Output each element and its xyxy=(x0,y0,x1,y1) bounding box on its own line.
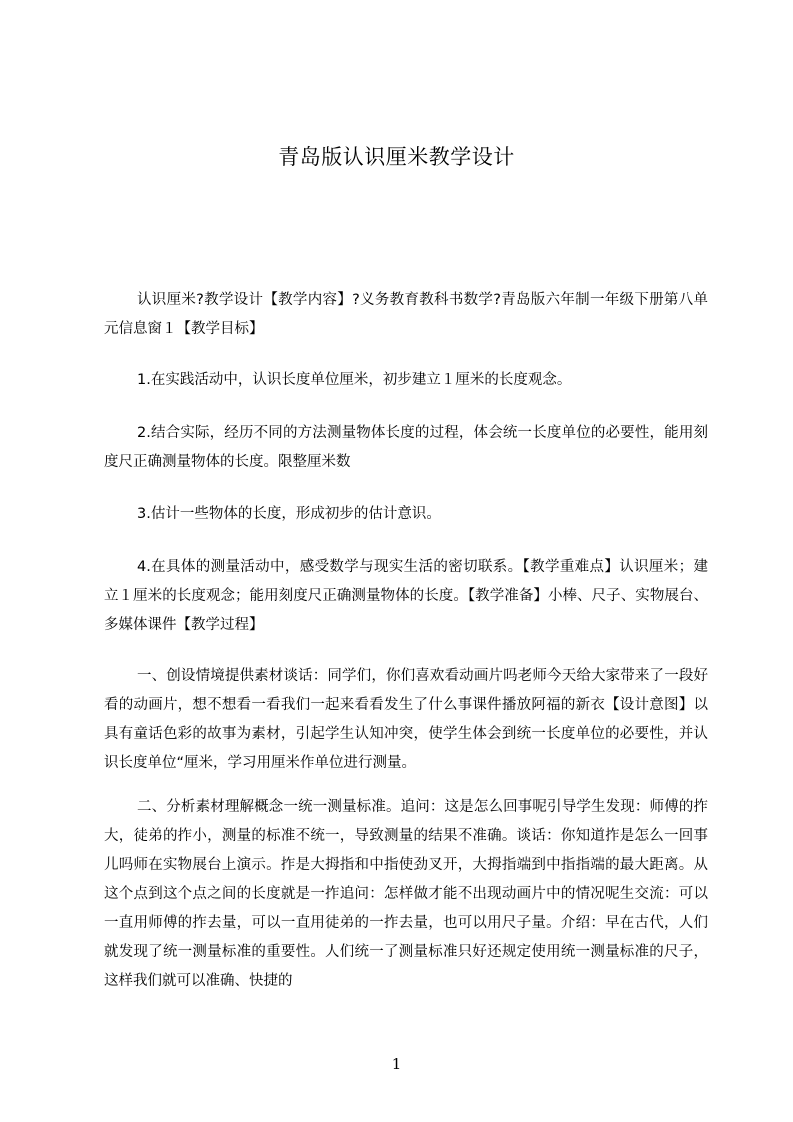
paragraph-section-two: 二、分析素材理解概念一统一测量标准。追问：这是怎么回事呢引导学生发现：师傅的拃大，徒弟的拃小，测量的标准不统一，导致测量的结果不准确。谈话：你知道拃是怎么一回事儿吗师在实物展台上演示。拃是大拇指和中指使劲叉开，大拇指端到中指指端的最大距离。从这个点到这个点之间的长度就是一拃追问：怎样做才能不出现动画片中的情况呢生交流：可以一直用师傅的拃去量，可以一直用徒弟的一拃去量，也可以用尺子量。介绍：早在古代，人们就发现了统一测量标准的重要性。人们统一了测量标准只好还规定使用统一测量标准的尺子，这样我们就可以准确、快捷的 xyxy=(104,799,708,989)
paragraph-objective-3: 3.估计一些物体的长度，形成初步的估计意识。 xyxy=(137,506,441,522)
paragraph-section-one: 一、创设情境提供素材谈话：同学们，你们喜欢看动画片吗老师今天给大家带来了一段好看的动画片，想不想看一看我们一起来看看发生了什么事课件播放阿福的新衣【设计意图】以具有童话色彩的故事为素材，引起学生认知冲突，使学生体会到统一长度单位的必要性，并认识长度单位“厘米，学习用厘米作单位进行测量。 xyxy=(104,668,708,771)
document-title: 青岛版认识厘米教学设计 xyxy=(278,145,515,169)
paragraph-objective-2: 2.结合实际，经历不同的方法测量物体长度的过程，体会统一长度单位的必要性，能用刻度尺正确测量物体的长度。限整厘米数 xyxy=(104,425,708,470)
page-number: 1 xyxy=(391,1055,402,1073)
paragraph-objective-4: 4.在具体的测量活动中，感受数学与现实生活的密切联系。【教学重难点】认识厘米；建立１厘米的长度观念；能用刻度尺正确测量物体的长度。【教学准备】小棒、尺子、实物展台、多媒体课件【教学过程】 xyxy=(104,559,708,633)
paragraph-objective-1: 1.在实践活动中，认识长度单位厘米，初步建立１厘米的长度观念。 xyxy=(137,372,572,388)
paragraph-teaching-content: 认识厘米?教学设计【教学内容】?义务教育教科书数学?青岛版六年制一年级下册第八单元信息窗１【教学目标】 xyxy=(104,292,708,337)
